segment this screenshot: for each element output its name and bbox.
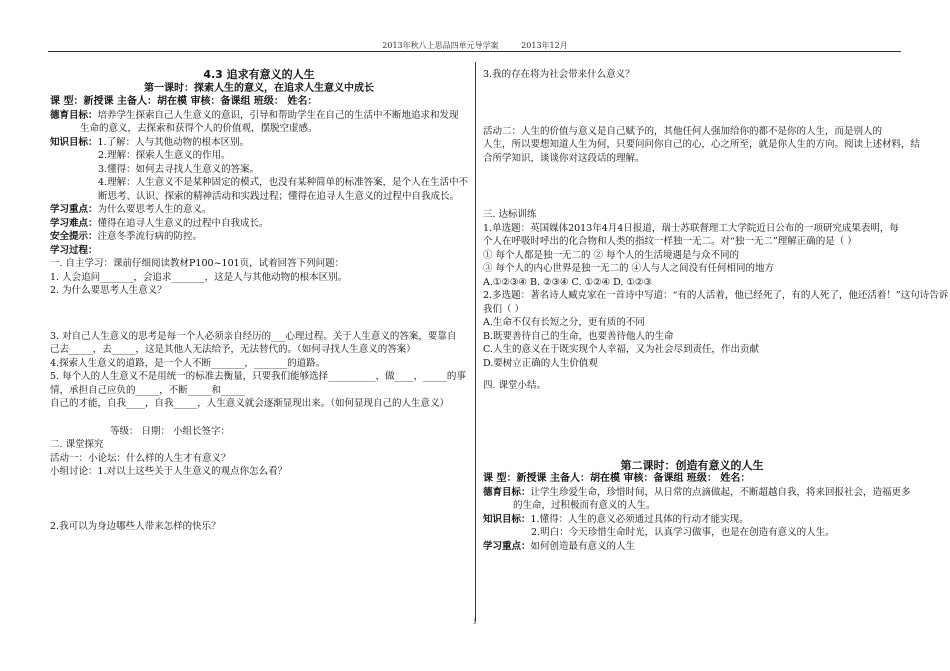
activity-1: 活动一：小论坛：什么样的人生才有意义？ (50, 452, 231, 464)
difficulty-line: 学习难点：懂得在追寻人生意义的过程中自我成长。 (50, 217, 269, 229)
lesson2-knowledge-line1: 知识目标：1.懂得：人生的意义必须通过具体的行动才能实现。 (483, 513, 749, 525)
left-column (50, 60, 468, 533)
moral-goal-line1: 德育目标：培养学生探索自己人生意义的意识，引导和帮助学生在自己的生活中不断地追求和发现 (50, 109, 459, 121)
header-right: 2013年12月 (521, 41, 568, 50)
moral-goal-label: 德育目标： (50, 109, 98, 121)
knowledge-item: 断思考、认识、探索的精神活动和实践过程；懂得在追寻人生意义的过程中自我成长。 (98, 190, 460, 202)
mc1-option: A.①②③④ B. ②③④ C. ①②④ D. ①②③ (483, 276, 652, 288)
activity-2-line1: 活动二：人生的价值与意义是自己赋予的，其他任何人强加给你的都不是你的人生，而是别人的 (483, 125, 883, 137)
activity-2-line3: 合所学知识，谈谈你对这段话的理解。 (483, 152, 645, 164)
lesson2-moral-line1: 德育目标：让学生珍爱生命，珍惜时间，从日常的点滴做起，不断超越自我，将来回报社会，造福更多 (483, 486, 911, 498)
lesson2-title: 第二课时：创造有意义的人生 (620, 458, 764, 472)
mc1-line2: 个人在呼吸时呼出的化合物和人类的指纹一样独一无二。对“独一无二”理解正确的是（ ） (483, 236, 857, 247)
mc1-option: ① 每个人都是独一无二的 ② 每个人的生活境遇是与众不同的 (483, 249, 740, 261)
section-3-heading: 三. 达标训练 (483, 209, 537, 220)
lesson1-subtitle: 第一课时：探索人生的意义，在追求人生意义中成长 (144, 82, 374, 94)
answer-space (50, 298, 468, 330)
safety-line: 安全提示：注意冬季流行病的防控。 (50, 231, 203, 242)
lesson2-knowledge-line2: 2.明白：今天珍惜生命时光，认真学习做事，也是在创造有意义的人生。 (531, 527, 835, 538)
page-header (0, 40, 950, 51)
knowledge-goal-line1: 知识目标：1.了解：人与其他动物的根本区别。 (50, 136, 250, 148)
column-divider (475, 62, 476, 622)
mc1-line1: 1.单选题：英国媒体2013年4月4日报道，瑞士苏联督理工大学院近日公布的一项研究成果表明，每 (483, 222, 899, 234)
question-1: 1. 人会追问_______，会追求_______，这是人与其他动物的根本区别。 (50, 271, 348, 283)
moral-goal-line2: 生命的意义，去探索和获得个人的价值观，摆脱空虚感。 (80, 123, 318, 134)
lesson2-focus-line: 学习重点：如何创造最有意义的人生 (483, 540, 636, 552)
knowledge-goal-label: 知识目标： (50, 136, 98, 148)
section-2-heading: 二. 课堂探究 (50, 439, 104, 450)
process-label: 学习过程： (50, 244, 98, 256)
header-rule (48, 51, 901, 52)
question-4: 4.探索人生意义的道路，是一个人不断_______，_______的道路。 (50, 357, 326, 369)
mc2-option: B.既要善待自己的生命，也要善待他人的生命 (483, 330, 674, 342)
mc2-option: A.生命不仅有长短之分，更有质的不同 (483, 317, 645, 328)
group-discussion: 小组讨论：1.对以上这些关于人生意义的观点你怎么看？ (50, 466, 288, 477)
answer-space (50, 479, 468, 520)
self-study-heading: 一. 自主学习：课前仔细阅读教材P100~101页，试着回答下列问题： (50, 258, 345, 269)
knowledge-item: 4.理解：人生意义不是某种固定的模式，也没有某种简单的标准答案，是个人在生活中不 (98, 177, 469, 188)
mc2-option: D.要树立正确的人生价值观 (483, 357, 598, 369)
question-3-line2: 己去_____，去_____，这是其他人无法给予，无法替代的。（如何寻找人生意义的答案） (50, 344, 416, 355)
page-number: 1 (472, 618, 478, 626)
header-left: 2013年秋八上思品四单元导学案 (382, 41, 499, 50)
mc2-line1: 2.多选题：著名诗人臧克家在一首诗中写道：“有的人活着，他已经死了，有的人死了，他还活着！”这句诗告诉 (483, 290, 949, 301)
mc2-option: C.人生的意义在于既实现个人幸福，又为社会尽到责任，作出贡献 (483, 344, 759, 355)
right-column (483, 60, 949, 553)
knowledge-item: 3.懂得：如何去寻找人生意义的答案。 (98, 163, 260, 175)
lesson1-meta: 课 型：新授课 主备人：胡在模 审核：备课组 班级： 姓名： (50, 96, 318, 107)
answer-space (483, 165, 901, 208)
knowledge-item: 2.理解：探索人生意义的作用。 (98, 150, 231, 161)
question-3-line1: 3. 对自己人生意义的思考是每一个人必须亲自经历的___心理过程。关于人生意义的答案，要靠自 (50, 330, 457, 342)
question-5-line1: 5. 每个人的人生意义不是用统一的标准去衡量，只要我们能够选择__________，做____，_____的事 (50, 371, 466, 382)
lesson2-meta: 课 型：新授课 主备人：胡在模 审核：备课组 班级： 姓名： (483, 473, 751, 484)
sign-line: 等级： 日期： 小组长签字： (110, 425, 231, 437)
activity-2-line2: 人生，所以要想知道人生为何，只要问问你自己的心，心之所至，就是你人生的方向。阅读上述材料，结 (483, 139, 921, 150)
mc2-line2: 我们（ ） (483, 303, 525, 315)
question-happiness: 2.我可以为身边哪些人带来怎样的快乐？ (50, 520, 221, 532)
question-meaning-society: 3.我的存在将为社会带来什么意义？ (483, 69, 635, 80)
summary-heading: 四. 课堂小结。 (483, 380, 547, 391)
answer-space (483, 82, 901, 125)
question-2: 2. 为什么要思考人生意义？ (50, 285, 167, 296)
question-5-line3: 自己的才能，自我____，自我_____，人生意义就会逐渐显现出来。（如何显现自己的人生意义） (50, 398, 450, 409)
mc1-option: ③ 每个人的内心世界是独一无二的 ④人与人之间没有任何相同的地方 (483, 263, 775, 274)
question-5-line2: 情，承担自己应负的_____，不断_____和_____ (50, 384, 245, 396)
focus-line: 学习重点：为什么要思考人生的意义。 (50, 204, 212, 215)
lesson2-moral-line2: 的生命，过积极而有意义的人生。 (513, 500, 656, 511)
lesson-title: 4.3 追求有意义的人生 (203, 68, 315, 81)
